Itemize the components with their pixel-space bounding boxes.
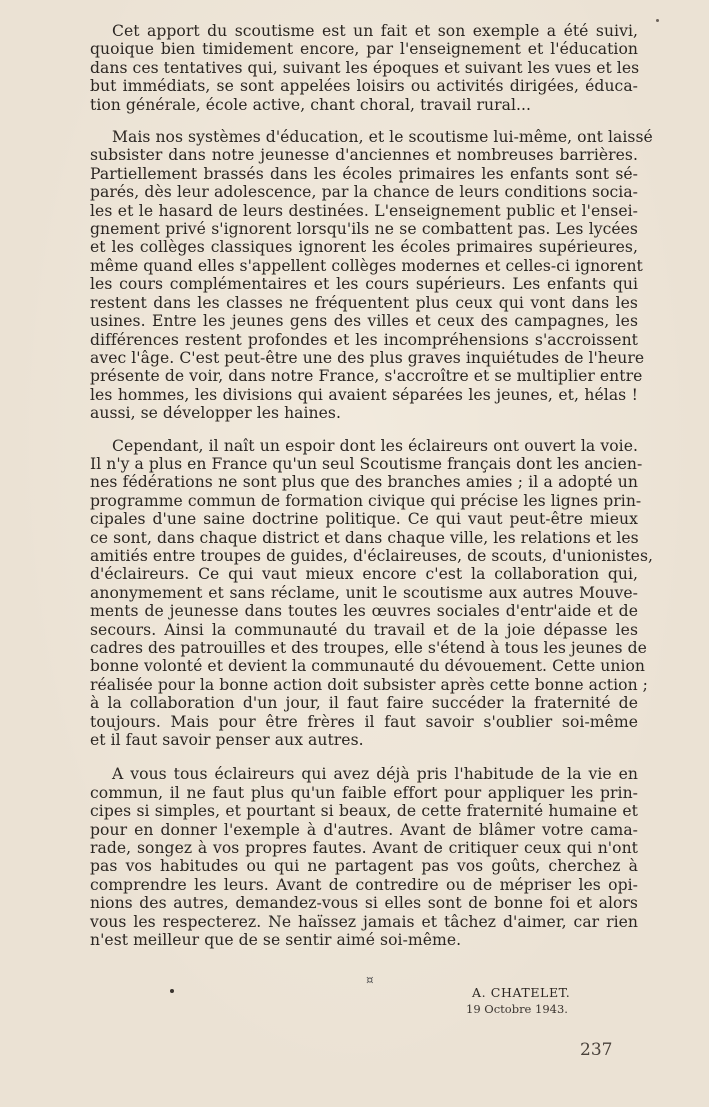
- text-line: Partiellement brassés dans les écoles primaires les enfants sont sé-: [90, 164, 638, 183]
- text-line: usines. Entre les jeunes gens des villes et ceux des campagnes, les: [90, 312, 638, 331]
- text-line: tion générale, école active, chant choral, travail rural...: [90, 95, 532, 114]
- print-speck: [656, 19, 659, 22]
- text-line: à la collaboration d'un jour, il faut faire succéder la fraternité de: [90, 694, 638, 713]
- text-line: et les collèges classiques ignorent les écoles primaires supérieures,: [90, 238, 638, 257]
- text-line: ments de jeunesse dans toutes les œuvres sociales d'entr'aide et de: [90, 602, 638, 621]
- text-line: Il n'y a plus en France qu'un seul Scoutisme français dont les ancien-: [90, 454, 643, 473]
- text-line: gnement privé s'ignorent lorsqu'ils ne se combattent pas. Les lycées: [90, 220, 638, 239]
- paragraph-1: [90, 22, 638, 114]
- paragraph-3: [90, 436, 654, 750]
- text-line: présente de voir, dans notre France, s'accroître et se multiplier entre: [90, 367, 643, 386]
- paragraph-2: [90, 128, 653, 423]
- text-line: les et le hasard de leurs destinées. L'enseignement public et l'ensei-: [90, 201, 638, 220]
- text-line: Cet apport du scoutisme est un fait et son exemple a été suivi,: [112, 22, 638, 40]
- text-line: les hommes, les divisions qui avaient séparées les jeunes, et, hélas !: [90, 385, 638, 404]
- text-line: dans ces tentatives qui, suivant les époques et suivant les vues et les: [90, 58, 640, 77]
- text-line: même quand elles s'appellent collèges modernes et celles-ci ignorent: [90, 256, 643, 275]
- text-line: nes fédérations ne sont plus que des branches amies ; il a adopté un: [90, 473, 638, 492]
- text-line: n'est meilleur que de se sentir aimé soi-même.: [90, 931, 462, 950]
- text-line: parés, dès leur adolescence, par la chance de leurs conditions socia-: [90, 183, 638, 202]
- text-line: aussi, se développer les haines.: [90, 404, 341, 423]
- text-line: cipes si simples, et pourtant si beaux, de cette fraternité humaine et: [90, 802, 638, 821]
- text-line: comprendre les leurs. Avant de contredire ou de mépriser les opi-: [90, 875, 638, 894]
- text-line: restent dans les classes ne fréquentent plus ceux qui vont dans les: [90, 293, 638, 312]
- text-line: Mais nos systèmes d'éducation, et le scoutisme lui-même, ont laissé: [112, 128, 653, 147]
- text-line: réalisée pour la bonne action doit subsister après cette bonne action ;: [90, 675, 648, 694]
- signature-date: 19 Octobre 1943.: [466, 1002, 568, 1016]
- text-line: cadres des patrouilles et des troupes, elle s'étend à tous les jeunes de: [90, 639, 647, 657]
- text-line: avec l'âge. C'est peut-être une des plus graves inquiétudes de l'heure: [90, 348, 645, 367]
- text-line: subsister dans notre jeunesse d'anciennes et nombreuses barrières.: [90, 146, 638, 165]
- text-line: quoique bien timidement encore, par l'enseignement et l'éducation: [90, 40, 638, 59]
- text-line: amitiés entre troupes de guides, d'éclaireuses, de scouts, d'unionistes,: [90, 546, 654, 565]
- paragraph-4: [90, 765, 638, 949]
- text-line: d'éclaireurs. Ce qui vaut mieux encore c'est la collaboration qui,: [90, 565, 638, 584]
- text-line: Cependant, il naît un espoir dont les éclaireurs ont ouvert la voie.: [112, 436, 638, 455]
- article-body: [90, 22, 654, 950]
- text-line: pour en donner l'exemple à d'autres. Avant de blâmer votre cama-: [90, 820, 638, 839]
- print-speck: [170, 989, 174, 993]
- author-signature: A. CHATELET.: [472, 985, 571, 1000]
- text-line: commun, il ne faut plus qu'un faible effort pour appliquer les prin-: [90, 783, 638, 802]
- text-line: différences restent profondes et les incompréhensions s'accroissent: [90, 330, 638, 349]
- text-line: rade, songez à vos propres fautes. Avant de critiquer ceux qui n'ont: [90, 839, 638, 858]
- text-line: cipales d'une saine doctrine politique. Ce qui vaut peut-être mieux: [90, 510, 638, 529]
- text-line: A vous tous éclaireurs qui avez déjà pris l'habitude de la vie en: [112, 765, 638, 784]
- text-line: pas vos habitudes ou qui ne partagent pas vos goûts, cherchez à: [90, 857, 638, 876]
- text-line: programme commun de formation civique qui précise les lignes prin-: [90, 491, 642, 510]
- text-line: secours. Ainsi la communauté du travail et de la joie dépasse les: [90, 620, 638, 639]
- text-line: anonymement et sans réclame, unit le scoutisme aux autres Mouve-: [90, 583, 638, 602]
- text-line: et il faut savoir penser aux autres.: [90, 731, 364, 750]
- text-line: but immédiats, se sont appelées loisirs ou activités dirigées, éduca-: [90, 77, 638, 96]
- text-line: nions des autres, demandez-vous si elles sont de bonne foi et alors: [90, 894, 638, 913]
- page-number: 237: [580, 1040, 613, 1060]
- text-line: ce sont, dans chaque district et dans chaque ville, les relations et les: [90, 528, 639, 547]
- text-line: les cours complémentaires et les cours supérieurs. Les enfants qui: [90, 275, 638, 294]
- text-line: bonne volonté et devient la communauté du dévouement. Cette union: [90, 657, 646, 676]
- text-line: toujours. Mais pour être frères il faut savoir s'oublier soi-même: [90, 712, 638, 731]
- text-line: vous les respecterez. Ne haïssez jamais et tâchez d'aimer, car rien: [90, 912, 638, 931]
- ornament-icon: ¤: [366, 973, 374, 987]
